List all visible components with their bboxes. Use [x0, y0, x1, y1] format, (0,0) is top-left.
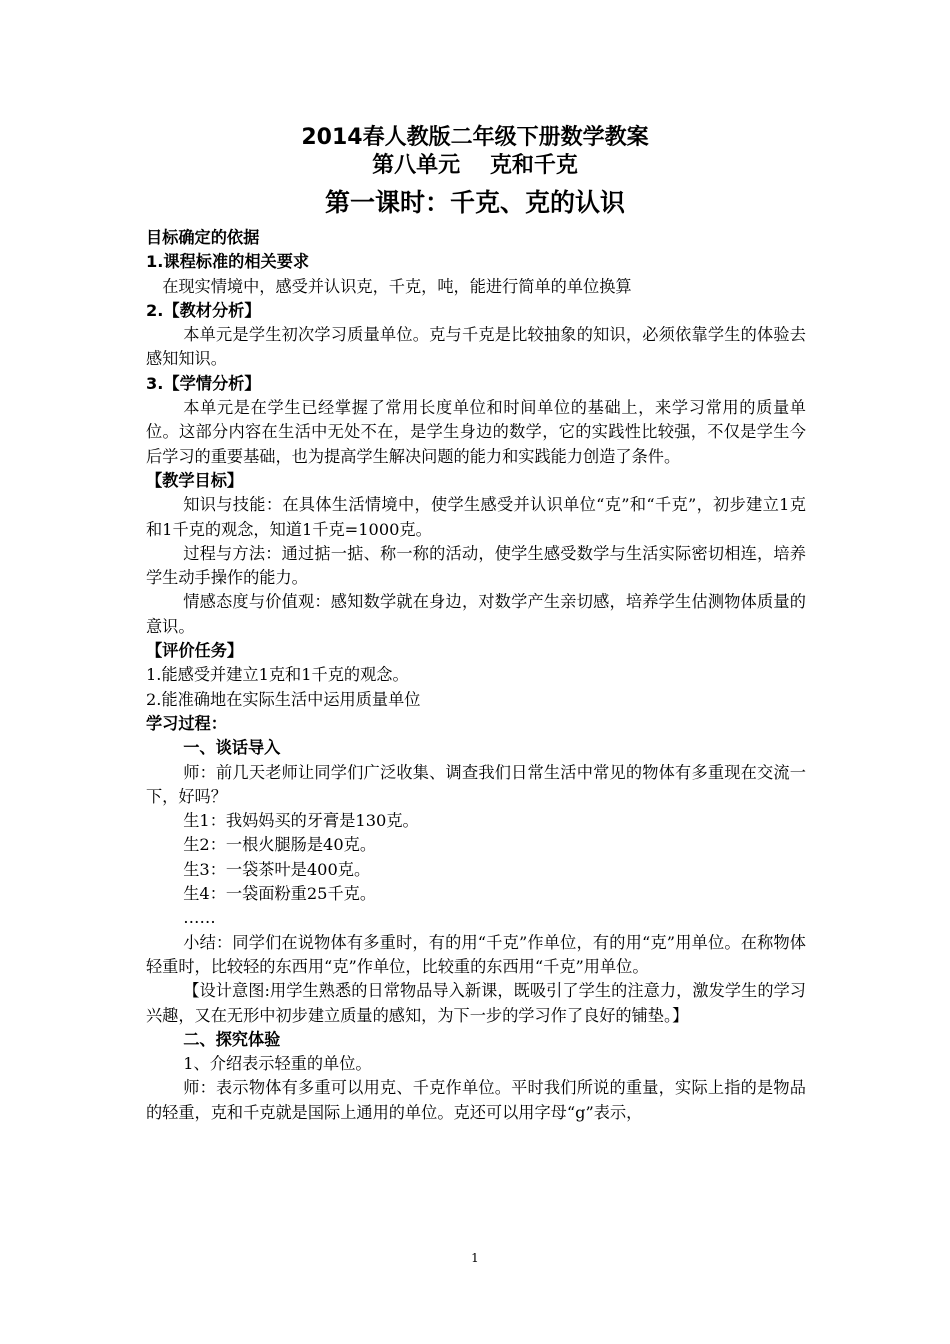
paragraph-student: 本单元是在学生已经掌握了常用长度单位和时间单位的基础上，来学习常用的质量单位。这部分内容在生活中无处不在，是学生身边的数学，它的实践性比较强，不仅是学生今后学习的重要基础，也为提高学生解决问题的能力和实践能力创造了条件。	[146, 398, 806, 466]
paragraph-intro-units: 1、介绍表示轻重的单位。	[183, 1054, 372, 1074]
subsection-heading-explore: 二、探究体验	[183, 1029, 281, 1049]
paragraph-teacher-units: 师：表示物体有多重可以用克、千克作单位。平时我们所说的重量，实际上指的是物品的轻重，克和千克就是国际上通用的单位。克还可以用字母“g”表示，	[146, 1078, 806, 1122]
dialogue-student-2: 生2：一根火腿肠是40克。	[183, 835, 377, 855]
paragraph-material: 本单元是学生初次学习质量单位。克与千克是比较抽象的知识，必须依靠学生的体验去感知知识。	[146, 325, 806, 369]
document-body	[146, 226, 806, 1125]
paragraph-standards: 在现实情境中，感受并认识克，千克，吨，能进行简单的单位换算	[162, 276, 632, 296]
paragraph-goal-knowledge: 知识与技能：在具体生活情境中，使学生感受并认识单位“克”和“千克”，初步建立1克和1千克的观念，知道1千克=1000克。	[146, 495, 806, 539]
paragraph-goal-attitude: 情感态度与价值观：感知数学就在身边，对数学产生亲切感，培养学生估测物体质量的意识。	[146, 592, 806, 636]
paragraph-summary: 小结：同学们在说物体有多重时，有的用“千克”作单位，有的用“克”用单位。在称物体轻重时，比较轻的东西用“克”作单位，比较重的东西用“千克”用单位。	[146, 932, 806, 976]
subsection-heading-intro: 一、谈话导入	[183, 738, 281, 758]
unit-title: 第八单元 克和千克	[372, 153, 578, 178]
dialogue-student-4: 生4：一袋面粉重25千克。	[183, 884, 377, 904]
page-number: 1	[471, 1251, 479, 1265]
list-item-assess-1: 1.能感受并建立1克和1千克的观念。	[146, 665, 409, 685]
section-heading-process: 学习过程：	[146, 713, 227, 733]
dialogue-student-3: 生3：一袋茶叶是400克。	[183, 859, 371, 879]
dialogue-student-1: 生1：我妈妈买的牙膏是130克。	[183, 811, 419, 831]
list-item-assess-2: 2.能准确地在实际生活中运用质量单位	[146, 689, 421, 709]
section-heading-goals: 【教学目标】	[146, 470, 244, 490]
section-heading-material: 2.【教材分析】	[146, 300, 261, 320]
paragraph-goal-process: 过程与方法：通过掂一掂、称一称的活动，使学生感受数学与生活实际密切相连，培养学生动手操作的能力。	[146, 543, 806, 588]
section-heading-standards: 1.课程标准的相关要求	[146, 252, 310, 272]
paragraph-teacher-question: 师：前几天老师让同学们广泛收集、调查我们日常生活中常见的物体有多重现在交流一下，好吗？	[146, 762, 806, 806]
section-heading-basis: 目标确定的依据	[146, 228, 260, 247]
section-heading-student: 3.【学情分析】	[146, 373, 261, 393]
document-title: 2014春人教版二年级下册数学教案	[301, 125, 649, 150]
paragraph-design-note: 【设计意图:用学生熟悉的日常物品导入新课，既吸引了学生的注意力，激发学生的学习兴趣，又在无形中初步建立质量的感知，为下一步的学习作了良好的铺垫。】	[146, 981, 806, 1025]
lesson-title: 第一课时：千克、克的认识	[324, 188, 625, 217]
ellipsis: ……	[183, 908, 216, 928]
section-heading-assess: 【评价任务】	[146, 641, 244, 661]
